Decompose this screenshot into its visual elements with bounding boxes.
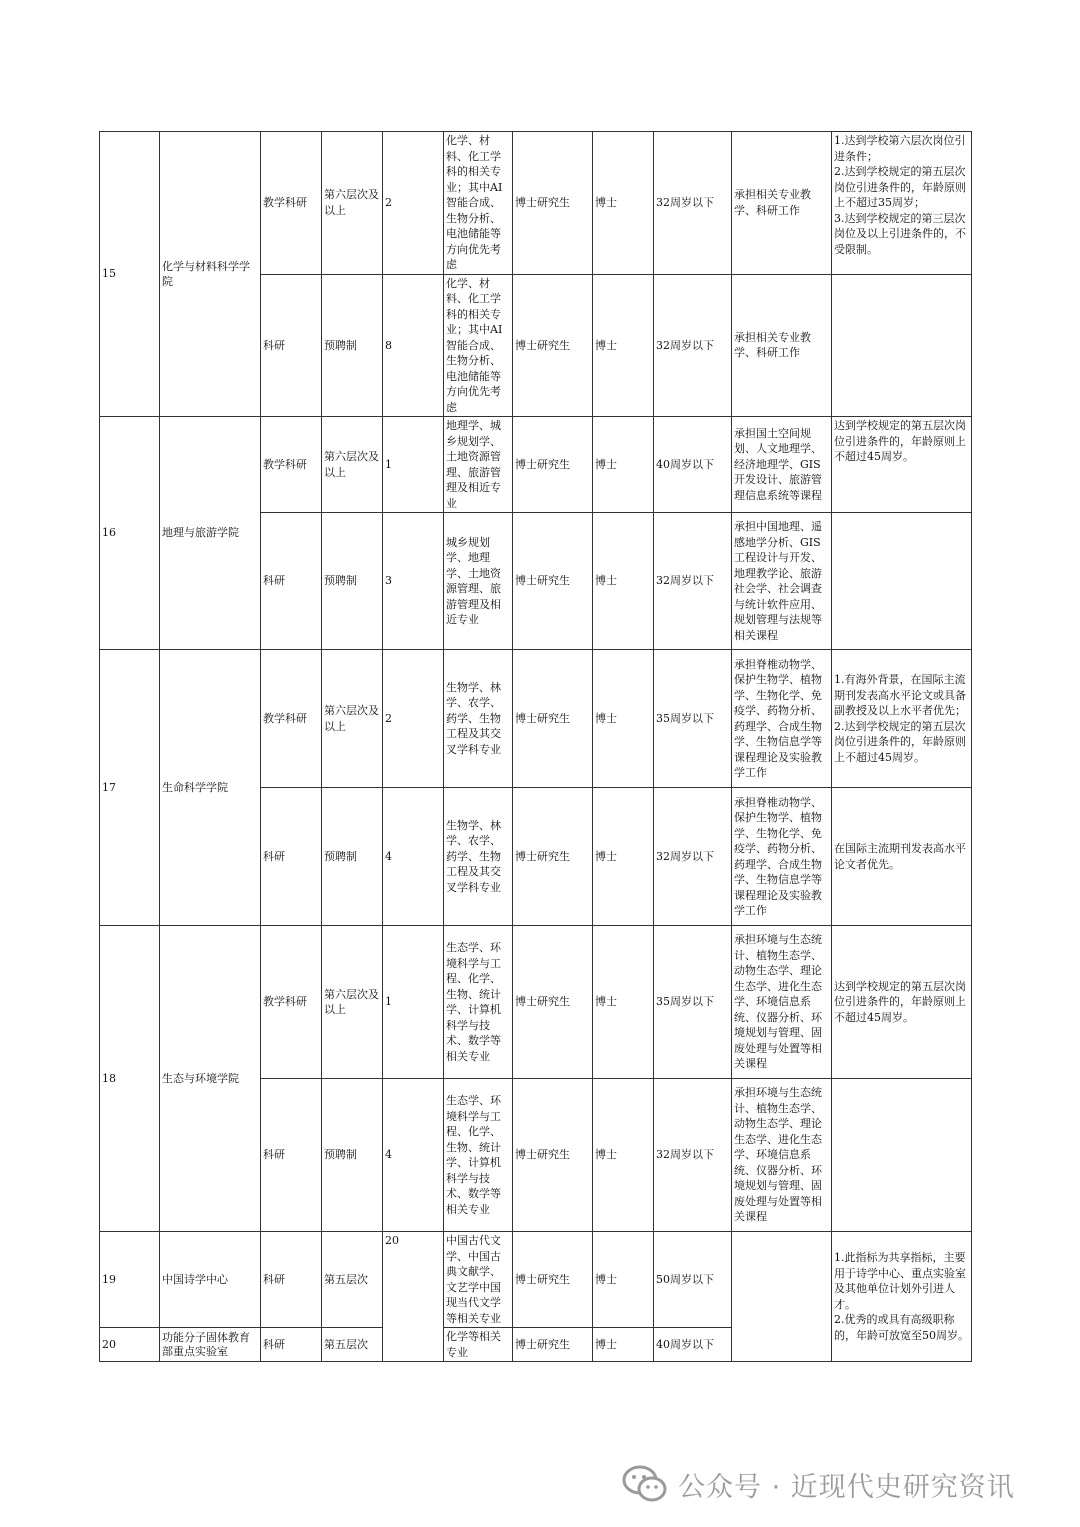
post-category: 科研	[261, 1232, 322, 1328]
job-duty: 承担环境与生态统计、植物生态学、动物生态学、理论生态学、进化生态学、环境信息系统、仪器分析、环境规划与管理、固废处理与处置等相关课程	[732, 926, 832, 1079]
job-duty: 承担相关专业教学、科研工作	[732, 132, 832, 275]
other-requirements	[832, 274, 972, 417]
post-level: 第五层次	[322, 1328, 383, 1362]
headcount: 8	[383, 274, 444, 417]
other-requirements: 1.达到学校第六层次岗位引进条件； 2.达到学校规定的第五层次岗位引进条件的，年龄原则上不超过35周岁； 3.达到学校规定的第三层次岗位及以上引进条件的，不受限制。	[832, 132, 972, 275]
headcount: 1	[383, 417, 444, 513]
headcount: 2	[383, 650, 444, 788]
post-level: 第六层次及以上	[322, 650, 383, 788]
major-requirement: 生物学、林学、农学、药学、生物工程及其交叉学科专业	[444, 650, 513, 788]
table-row	[100, 1232, 972, 1328]
age-limit: 40周岁以下	[654, 417, 732, 513]
job-duty: 承担相关专业教学、科研工作	[732, 274, 832, 417]
row-number: 17	[100, 650, 160, 926]
education: 博士研究生	[513, 788, 593, 926]
row-number: 16	[100, 417, 160, 650]
post-category: 教学科研	[261, 132, 322, 275]
major-requirement: 生物学、林学、农学、药学、生物工程及其交叉学科专业	[444, 788, 513, 926]
post-category: 科研	[261, 513, 322, 650]
education: 博士研究生	[513, 1328, 593, 1362]
degree: 博士	[593, 1328, 654, 1362]
row-number: 18	[100, 926, 160, 1232]
education: 博士研究生	[513, 417, 593, 513]
degree: 博士	[593, 788, 654, 926]
job-duty: 承担脊椎动物学、保护生物学、植物学、生物化学、免疫学、药物分析、药理学、合成生物学、生物信息学等课程理论及实验教学工作	[732, 788, 832, 926]
post-category: 教学科研	[261, 417, 322, 513]
watermark-text: 公众号 · 近现代史研究资讯	[678, 1471, 1015, 1503]
major-requirement: 中国古代文学、中国古典文献学、文艺学中国现当代文学等相关专业	[444, 1232, 513, 1328]
major-requirement: 生态学、环境科学与工程、化学、生物、统计学、计算机科学与技术、数学等相关专业	[444, 1079, 513, 1232]
post-level: 第六层次及以上	[322, 417, 383, 513]
age-limit: 32周岁以下	[654, 788, 732, 926]
post-category: 科研	[261, 788, 322, 926]
post-category: 科研	[261, 1079, 322, 1232]
degree: 博士	[593, 274, 654, 417]
post-level: 第六层次及以上	[322, 132, 383, 275]
headcount: 4	[383, 788, 444, 926]
major-requirement: 生态学、环境科学与工程、化学、生物、统计学、计算机科学与技术、数学等相关专业	[444, 926, 513, 1079]
table-row	[100, 417, 972, 513]
post-level: 第五层次	[322, 1232, 383, 1328]
degree: 博士	[593, 417, 654, 513]
degree: 博士	[593, 650, 654, 788]
degree: 博士	[593, 926, 654, 1079]
education: 博士研究生	[513, 1079, 593, 1232]
post-level: 预聘制	[322, 788, 383, 926]
education: 博士研究生	[513, 1232, 593, 1328]
other-requirements: 达到学校规定的第五层次岗位引进条件的，年龄原则上不超过45周岁。	[832, 417, 972, 513]
job-duty	[732, 1232, 832, 1362]
headcount: 1	[383, 926, 444, 1079]
table-row	[100, 132, 972, 275]
table-row	[100, 650, 972, 788]
post-level: 预聘制	[322, 1079, 383, 1232]
age-limit: 32周岁以下	[654, 1079, 732, 1232]
post-level: 第六层次及以上	[322, 926, 383, 1079]
row-number: 15	[100, 132, 160, 417]
major-requirement: 城乡规划学、地理学、土地资源管理、旅游管理及相近专业	[444, 513, 513, 650]
other-requirements	[832, 513, 972, 650]
headcount: 3	[383, 513, 444, 650]
age-limit: 50周岁以下	[654, 1232, 732, 1328]
age-limit: 40周岁以下	[654, 1328, 732, 1362]
major-requirement: 化学等相关专业	[444, 1328, 513, 1362]
age-limit: 35周岁以下	[654, 650, 732, 788]
wechat-icon	[622, 1464, 668, 1504]
unit-name: 中国诗学中心	[160, 1232, 261, 1328]
row-number: 20	[100, 1328, 160, 1362]
education: 博士研究生	[513, 926, 593, 1079]
post-category: 教学科研	[261, 926, 322, 1079]
unit-name: 地理与旅游学院	[160, 417, 261, 650]
unit-name: 化学与材料科学学院	[160, 132, 261, 417]
post-level: 预聘制	[322, 513, 383, 650]
age-limit: 32周岁以下	[654, 513, 732, 650]
recruitment-table	[99, 131, 972, 1362]
job-duty: 承担国土空间规划、人文地理学、经济地理学、GIS开发设计、旅游管理信息系统等课程	[732, 417, 832, 513]
degree: 博士	[593, 1079, 654, 1232]
other-requirements: 1.此指标为共享指标，主要用于诗学中心、重点实验室及其他单位计划外引进人才。 2.优秀的或具有高级职称的，年龄可放宽至50周岁。	[832, 1232, 972, 1362]
major-requirement: 化学、材料、化工学科的相关专业；其中AI智能合成、生物分析、电池储能等方向优先考虑	[444, 274, 513, 417]
table-row	[100, 926, 972, 1079]
other-requirements: 1.有海外背景，在国际主流期刊发表高水平论文或具备副教授及以上水平者优先； 2.达到学校规定的第五层次岗位引进条件的，年龄原则上不超过45周岁。	[832, 650, 972, 788]
education: 博士研究生	[513, 513, 593, 650]
unit-name: 功能分子固体教育部重点实验室	[160, 1328, 261, 1362]
degree: 博士	[593, 132, 654, 275]
degree: 博士	[593, 513, 654, 650]
headcount: 20	[383, 1232, 444, 1362]
headcount: 4	[383, 1079, 444, 1232]
post-category: 科研	[261, 274, 322, 417]
major-requirement: 地理学、城乡规划学、土地资源管理、旅游管理及相近专业	[444, 417, 513, 513]
post-category: 科研	[261, 1328, 322, 1362]
unit-name: 生态与环境学院	[160, 926, 261, 1232]
other-requirements: 达到学校规定的第五层次岗位引进条件的，年龄原则上不超过45周岁。	[832, 926, 972, 1079]
major-requirement: 化学、材料、化工学科的相关专业；其中AI智能合成、生物分析、电池储能等方向优先考虑	[444, 132, 513, 275]
job-duty: 承担脊椎动物学、保护生物学、植物学、生物化学、免疫学、药物分析、药理学、合成生物学、生物信息学等课程理论及实验教学工作	[732, 650, 832, 788]
post-level: 预聘制	[322, 274, 383, 417]
row-number: 19	[100, 1232, 160, 1328]
degree: 博士	[593, 1232, 654, 1328]
other-requirements	[832, 1079, 972, 1232]
education: 博士研究生	[513, 650, 593, 788]
headcount: 2	[383, 132, 444, 275]
age-limit: 32周岁以下	[654, 274, 732, 417]
education: 博士研究生	[513, 274, 593, 417]
wechat-watermark	[622, 1462, 1015, 1506]
education: 博士研究生	[513, 132, 593, 275]
age-limit: 32周岁以下	[654, 132, 732, 275]
post-category: 教学科研	[261, 650, 322, 788]
other-requirements: 在国际主流期刊发表高水平论文者优先。	[832, 788, 972, 926]
unit-name: 生命科学学院	[160, 650, 261, 926]
job-duty: 承担中国地理、遥感地学分析、GIS工程设计与开发、地理教学论、旅游社会学、社会调查与统计软件应用、规划管理与法规等相关课程	[732, 513, 832, 650]
age-limit: 35周岁以下	[654, 926, 732, 1079]
job-duty: 承担环境与生态统计、植物生态学、动物生态学、理论生态学、进化生态学、环境信息系统、仪器分析、环境规划与管理、固废处理与处置等相关课程	[732, 1079, 832, 1232]
